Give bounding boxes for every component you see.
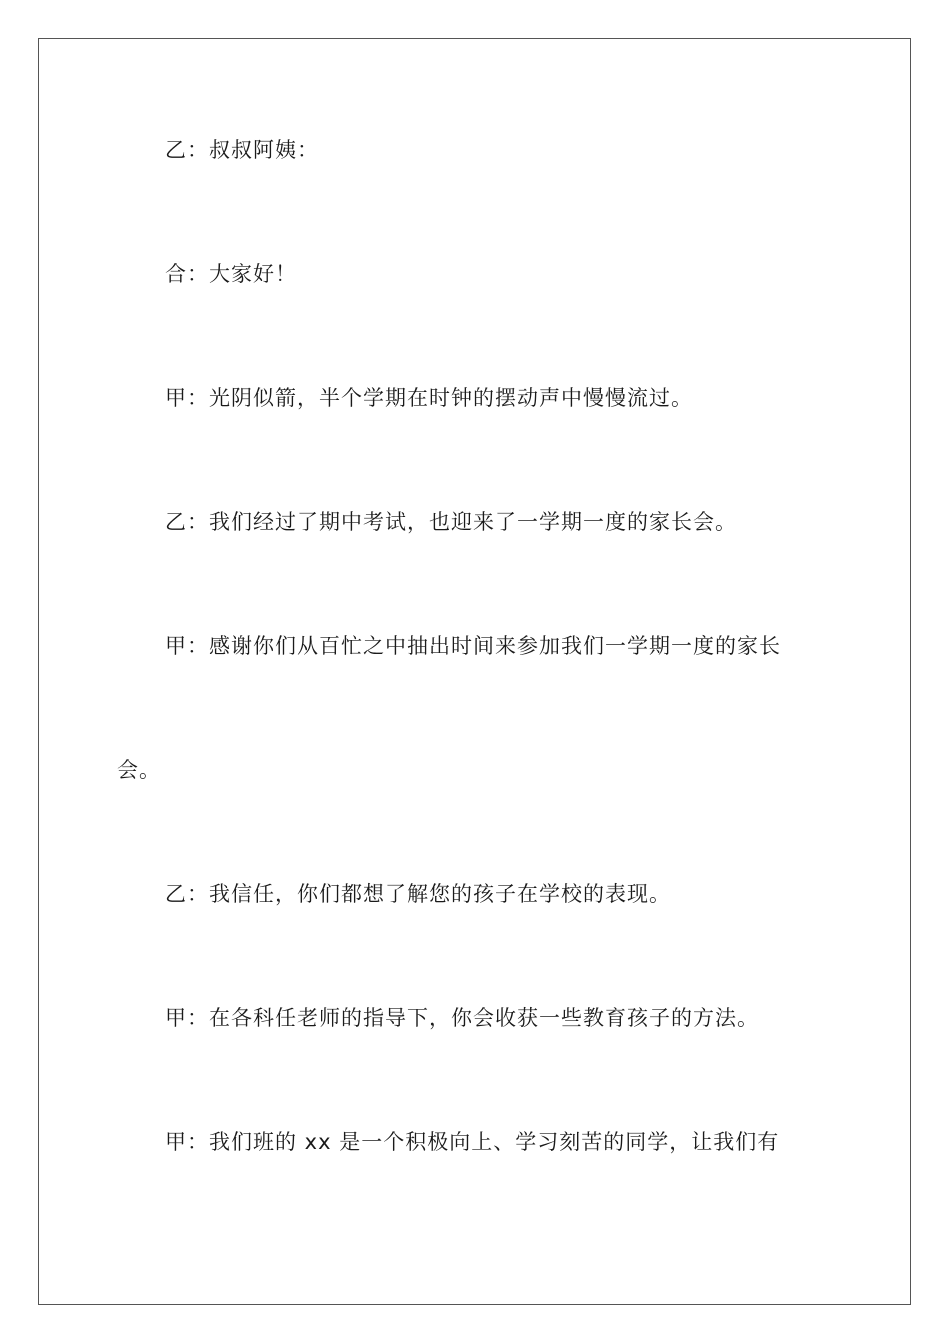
dialogue-line-continuation: 会。 [117,758,161,782]
dialogue-line: 乙：我们经过了期中考试，也迎来了一学期一度的家长会。 [165,510,737,534]
dialogue-line: 乙：我信任，你们都想了解您的孩子在学校的表现。 [165,882,671,906]
dialogue-line: 甲：感谢你们从百忙之中抽出时间来参加我们一学期一度的家长 [165,634,781,658]
page-border [38,38,911,1305]
dialogue-line: 合：大家好！ [165,262,297,286]
dialogue-line: 甲：在各科任老师的指导下，你会收获一些教育孩子的方法。 [165,1006,759,1030]
dialogue-line: 甲：我们班的 xx 是一个积极向上、学习刻苦的同学，让我们有 [165,1130,780,1154]
dialogue-line: 甲：光阴似箭，半个学期在时钟的摆动声中慢慢流过。 [165,386,693,410]
dialogue-line: 乙：叔叔阿姨： [165,138,319,162]
